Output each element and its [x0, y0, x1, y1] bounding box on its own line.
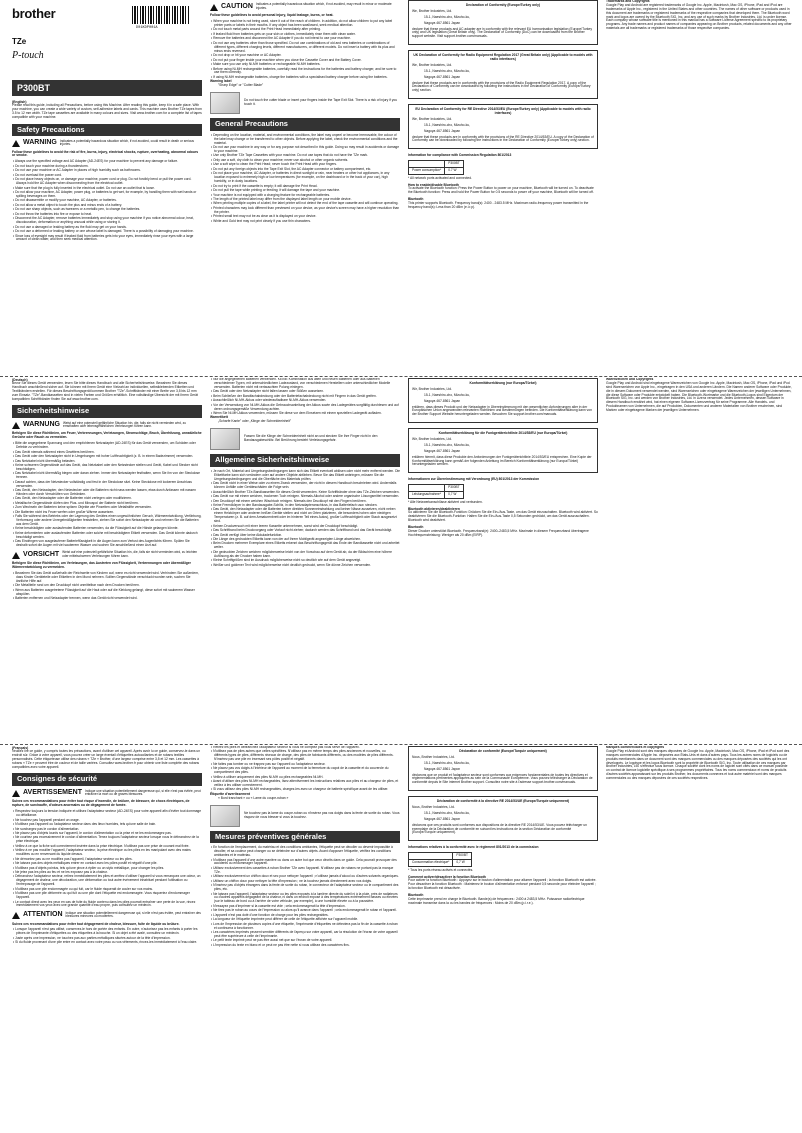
bt-howto-body: So aktivieren Sie die Bluetooth-Funktion: Drücken Sie die Ein-/Aus-Taste, um das Gerät einzuschalten. Bluetooth wird aktiviert. So deaktivieren Sie die Bluetooth-Funktion: Halten Sie die Ein-/Aus-Taste 0,5 Sekunden gedrückt, um das Gerät auszuschalten. Bluetooth wird deaktiviert.: [408, 510, 598, 523]
list-item: • L'appareil n'est pas doté d'une fonction de charge pour les piles rechargeables.: [210, 914, 400, 918]
general-list: [210, 134, 400, 224]
list-item: • L'impression du texte en blanc et or peut ne pas être nette si vous utilisez des caractères fins.: [210, 944, 400, 948]
addr-1: We, Brother Industries, Ltd.: [412, 116, 453, 121]
warning-label-title: Warning label: [210, 79, 232, 84]
addr-2: 15-1, Naeshiro-cho, Mizuho-ku,: [424, 68, 470, 73]
product-logo: [12, 38, 44, 62]
de-col-3: [408, 378, 598, 743]
list-item: • Make sure you use only Ni-MH batteries or rechargeable Ni-MH batteries.: [210, 63, 400, 67]
list-item: • Si vous utilisez des piles Ni-MH rechargeables, chargez-les avec un chargeur de batterie spécifique avant de les utiliser.: [210, 788, 400, 792]
edge-figure: [210, 805, 400, 827]
list-item: • Ne courbez pas excessivement le cordon d'alimentation. Tenez toujours l'adaptateur secteur lorsque vous le débranchez de la prise électrique.: [12, 836, 202, 844]
warning-list: [12, 810, 202, 908]
list-item: • Das Netzkabel nicht übermäßig biegen oder daran ziehen. Immer den Netzadapter festhalten, wenn Sie ihn von der Steckdose trennen.: [12, 472, 202, 480]
power-table: [408, 852, 472, 867]
addr-1: We, Brother Industries, Ltd.: [412, 8, 453, 13]
warning-lead: Suivez ces recommandations pour éviter tout risque d'incendie, de brûlure, de blessure, de chocs électriques, de rupture, de surchauffe, d'odeurs anormales ou de dégagement de fumée.: [12, 799, 190, 808]
addr-3: Nagoya 467-8561 Japan: [424, 398, 461, 403]
list-item: • Make sure that the plug is fully inserted in the electrical outlet. Do not use an outlet that is loose.: [12, 187, 202, 191]
list-item: • Since loss of eyesight may result if leaked fluid from batteries gets into your eyes, immediately rinse your eyes with a large amount of clean water, and then seek medical attention.: [12, 235, 202, 243]
bt-body: Cette imprimante prend en charge le Bluetooth. Bande(s) de fréquences : 2400 à 2483,5 MHz. Puissance radioélectrique maximale transmise dans la ou les bandes de fréquences : Moins de 20 dBm (p.i.r.e.).: [408, 896, 585, 905]
tm-title: Trademarks and Copyrights: [606, 0, 650, 3]
warning-block: [12, 789, 202, 797]
addr-1: Nous, Brother Industries, Ltd.: [412, 754, 455, 759]
table-note: * All network ports activated and connected.: [408, 175, 472, 180]
caution-block: [210, 3, 400, 11]
list-item: • Respectez toujours la tension indiquée et utilisez l'adaptateur secteur (AD-24ES) pour votre appareil afin d'éviter tout dommage ou défaillance.: [12, 810, 202, 818]
doc-eu-box: [408, 0, 598, 45]
doc-red-body: declare that these products are in conformity with the provisions of the RE Directive 2014/53/EU. A copy of the Declaration of Conformity can be downloaded by following the instructions in the Declaration of Conformity (Europe/Turkey only) section.: [412, 134, 594, 143]
list-item: • Use a soft wipe to clean the Print Head; never touch the Print Head with your fingers.: [210, 163, 400, 167]
bt-howto-body: Pour activer la fonction Bluetooth : Appuyez sur le bouton d'alimentation pour allumer l'appareil ; la fonction Bluetooth est activée. Pour désactiver la fonction Bluetooth : Maintenez le bouton d'alimentation enfoncé pendant 0,5 seconde pour éteindre l'appareil ; la fonction Bluetooth est désactivée.: [408, 878, 597, 891]
list-item: • If using Ni-MH rechargeable batteries, charge the batteries with a specialised battery charger before using the batteries.: [210, 76, 400, 80]
list-item: • Bewahren Sie das Gerät außerhalb der Reichweite von Kindern auf, wenn es nicht verwendet wird. Verhindern Sie außerdem, dass Kinder Geräteteile oder Etiketten in den Mund nehmen. Sollten Gegenstände verschluckt worden sein, suchen Sie ärztliche Hilfe auf.: [12, 572, 202, 584]
bt-title: Bluetooth: [408, 197, 424, 202]
doc-eu-body: declare that these products and AC adapter are in conformity with the relevant EU harmonisation legislation (Europe/Turkey only) and UK legislation (Great Britain only). The Declaration of Conformity (DoC) can be downloaded from the Brother support website. Visit support.brother.com/manuals.: [412, 26, 593, 39]
warning-word: WARNUNG: [23, 421, 60, 429]
barcode-text: D01KDP001A: [136, 26, 158, 30]
de-col-4: [606, 378, 792, 743]
warning-lead: Follow these guidelines to avoid the risk of fire, burns, injury, electrical shocks, rupture, overheating, abnormal odours or smoke.: [12, 149, 199, 158]
bt-howto-body: To activate the Bluetooth function: Press the Power Button to power on your machine, Bluetooth will be turned on. To deactivate the Bluetooth function: Press and hold the Power Button for 0.5 seconds to power off your machine, Bluetooth will be turned off.: [408, 186, 594, 195]
list-item: • Do not allow your machine, AC Adapter, power plug, or batteries to get wet, for example, by handling them with wet hands or spilling beverages on them.: [12, 191, 202, 199]
caution-list-a: [12, 928, 202, 945]
list-item: • N'utilisez pas l'appareil d'une autre manière ou dans un autre but que ceux décrits dans ce guide. Cela pourrait provoquer des accidents ou endommager l'appareil.: [210, 859, 400, 867]
list-item: • Do not overload the power cord.: [12, 174, 202, 178]
warning-block: [12, 139, 202, 147]
caution-word: ATTENTION: [23, 911, 63, 919]
doc-red-title: Déclaration de conformité à la directive RE 2014/53/UE (Europe/Turquie uniquement): [436, 799, 570, 804]
list-item: • Die gedruckten Zeichen weichen möglicherweise leicht von der Vorschau auf dem Gerät ab, da der Bildschirm eine höhere Auflösung als der Drucker haben kann.: [210, 551, 400, 559]
caution-list: [210, 20, 400, 80]
edge-quote: „Scharfe Kante" oder „Klinge der Schneideeinheit": [218, 419, 292, 424]
power-table: [408, 484, 464, 499]
list-item: • Ausschließlich Ni-MH-Akkus oder wiederaufladbare Ni-MH-Akkus verwenden.: [210, 399, 400, 403]
list-item: • Do not allow a metal object to touch the plus and minus ends of a battery.: [12, 204, 202, 208]
list-item: • Lorsque l'appareil n'est pas utilisé, conservez-le hors de portée des enfants. En outre, n'autorisez pas les enfants à porter les pièces de l'imprimante d'étiquettes ou des étiquettes à la bouche. Si un objet a été avalé, consultez un médecin.: [12, 928, 202, 936]
list-item: • Kleine Schriftgrößen sind im Ausdruck möglicherweise nicht so deutlich wie auf dem Gerät angezeigt.: [210, 559, 400, 563]
doc-red-title: EU Declaration of Conformity for RE Directive 2014/53/EU (Europe/Turkey only) (Applicable to models with radio interfaces): [415, 107, 591, 115]
caution-list-b: [210, 746, 400, 792]
list-item: • Avant d'utiliser des piles Ni-MH rechargeables, lisez attentivement les instructions relatives aux piles et au chargeur de piles, et veillez à les utiliser correctement.: [210, 780, 400, 788]
addr-3: Nagoya 467-8561 Japon: [424, 816, 461, 821]
intro-text: Please read this guide, including all Precautions, before using this Machine. After reading this guide, keep it in a safe place. With your machine, you can create a wide variety of custom, self-adhesive labels and cards. This machine uses Brother TZe tapes from 3.5 to 12 mm width. TZe tape cassettes are available in many colours and sizes. Visit www.brother.com for a complete list of tapes compatible with your machine.: [12, 103, 202, 119]
list-item: • White and Gold text may not print clearly if you use thin characters.: [210, 220, 400, 224]
doc-red-box: [408, 104, 598, 149]
list-item: • N'utilisez pas l'appareil ou l'adaptateur secteur dans des lieux humides, tels qu'une salle de bain.: [12, 823, 202, 827]
tm-title: Warenzeichen und Copyrights: [606, 378, 654, 381]
list-item: • If leaked fluid from batteries gets on your skin or clothes, immediately rinse them with clean water.: [210, 33, 400, 37]
table-label: Consommation électrique*: [409, 859, 453, 866]
doc-eu-box: [408, 378, 598, 423]
caution-word: VORSICHT: [23, 551, 60, 559]
warning-desc: Weist auf eine potenziell gefährliche Situation hin, die, falls sie nicht vermieden wird, zu ernsthaften oder lebensgefährlichen Verletzungen führen kann.: [62, 420, 187, 429]
list-item: • Ne laissez pas l'appareil, l'adaptateur secteur ou les piles exposés à la lumière directe du soleil ni à la pluie, près de radiateurs ou d'autres appareils dégageant de la chaleur, ni dans un endroit exposé à des températures extrêmement basses ou élevées (sur le tableau de bord ou à l'arrière de votre véhicule, par exemple), à une humidité élevée ou à la poussière.: [210, 893, 400, 905]
tm-body: Google Play et Android sont des marques déposées de Google Inc. Apple, Macintosh, Mac OS, iPhone, iPad et iPod sont des marques commerciales d'Apple Inc. déposées aux États-Unis et dans d'autres pays. Tous les autres noms de logiciels ou de produits mentionnés dans ce document sont des marques commerciales ou des marques déposées des sociétés qui les ont développés. Le logotype et les logos Bluetooth sont la propriété de Bluetooth SIG, Inc. Toute utilisation de ces marques par Brother Industries, Ltd. s'effectue sous licence. Chaque société dont les noms de logiciel sont cités dans ce manuel possède un contrat de licence logicielle spécifique à ses programmes propriétaires. Tous les noms commerciaux et noms de produits d'autres sociétés apparaissant sur les produits Brother, les documents connexes et tout autre matériel sont des marques commerciales ou des marques déposées de ces sociétés respectives.: [606, 748, 790, 780]
list-item: • Do not use sharp objects, such as tweezers or a metallic pen, to change the batteries.: [12, 208, 202, 212]
list-item: • Das Schriftband beim Druckvorgang oder Vorlauf nicht ziehen; dadurch werden das Schriftband und das Gerät beschädigt.: [210, 529, 400, 533]
list-item: • When your machine is not being used, store it out of the reach of children. In addition, do not allow children to put any label printer parts or labels in their mouths. If any object has been swallowed, seek medical attention.: [210, 20, 400, 28]
section-divider: [0, 744, 802, 745]
list-item: • Ne touchez pas l'appareil pendant un orage.: [12, 819, 202, 823]
list-item: • Das Gerät, den Netzadapter oder die Batterien nicht zerlegen oder modifizieren.: [12, 497, 202, 501]
list-item: • Do not put any foreign objects into the Tape Exit Slot, the AC Adapter connector or battery compartment, etc.: [210, 168, 400, 172]
list-item: • Bitte die angegebene Spannung und den empfohlenen Netzadapter (AD-24ES) für das Gerät verwenden, um Schäden oder Defekte zu verhindern.: [12, 442, 202, 450]
en-col-4: [606, 0, 792, 375]
list-item: • Les caractères imprimés peuvent sembler différents de l'aperçu sur votre appareil, car la résolution de l'écran de votre appareil peut être supérieure à celle de l'imprimante.: [210, 931, 400, 939]
section-german: [0, 378, 802, 743]
list-item: • Ne surchargez pas le cordon d'alimentation.: [12, 828, 202, 832]
fr-col-1: [12, 746, 202, 1133]
doc-uk-box: [408, 50, 598, 99]
addr-1: Nous, Brother Industries, Ltd.: [412, 805, 455, 809]
model-title: P300BT: [12, 80, 202, 96]
list-item: • Die Batterien nicht ins Feuer werfen oder großer Wärme aussetzen.: [12, 511, 202, 515]
list-item: • The length of the printed label may differ from the displayed label length on your mobile device.: [210, 198, 400, 202]
warning-word: AVERTISSEMENT: [23, 789, 82, 797]
list-item: • Das Gerät oder den Netzadapter nicht fallen lassen oder Stößen aussetzen.: [210, 390, 400, 394]
list-item: • Ne placez pas vos doigts à l'intérieur de l'appareil au moment de la fermeture du capot de la cassette et du couvercle du compartiment des piles.: [210, 767, 400, 775]
tze-logo: TZe: [12, 37, 27, 46]
bt-body: Dieser Drucker unterstützt Bluetooth. Frequenzband(e): 2400–2483,5 MHz. Maximale in diesem Frequenzband übertragene Hochfrequenzleistung: Weniger als 20 dBm (EIRP).: [408, 528, 589, 537]
list-item: • Das Gerät verfügt über keine Akkuladefunktion.: [210, 534, 400, 538]
table-value: 0,7 W: [453, 859, 472, 866]
section-french: [0, 746, 802, 1133]
doc-eu-title: Konformitätserklärung (nur Europa/Türkei): [469, 381, 537, 385]
intro-text: Veuillez lire ce guide, y compris toutes les précautions, avant d'utiliser cet appareil. Après avoir lu ce guide, conservez-le dans un endroit sûr. Grâce à votre appareil, vous pouvez créer un large éventail d'étiquettes autocollantes et de rubans textiles personnalisés. Cette étiqueteuse utilise des rubans « TZe » Brother, d'une largeur comprise entre 3,5 et 12 mm. Les cassettes à rubans « TZe » peuvent être de couleur et de taille variées. Consultez www.brother.fr pour obtenir une liste complète des rubans compatibles avec votre appareil.: [12, 749, 201, 769]
list-item: • Darauf achten, dass der Netzstecker vollständig und fest in der Steckdose sitzt. Keine Steckdose mit lockerem Anschluss verwenden.: [12, 481, 202, 489]
addr-2: 15-1, Naeshiro-cho, Mizuho-ku,: [424, 810, 470, 815]
list-item: • Die Länge des gedruckten Etiketts kann von der auf Ihrem Mobilgerät angezeigten Länge abweichen.: [210, 538, 400, 542]
cutter-warning-image: [210, 805, 240, 827]
warning-list: [12, 442, 202, 548]
list-item: • Ne laissez pas des objets métalliques entrer en contact avec les pôles positif et négatif d'une pile.: [12, 862, 202, 866]
doc-uk-body: declare that these products are in conformity with the provisions of the Radio Equipment Regulation 2017. A copy of the Declaration of Conformity can be downloaded by following the instructions in the Declaration of Conformity (Europe/Turkey only) section.: [412, 80, 591, 93]
list-item: • Do not touch your machine during a thunderstorm.: [12, 165, 202, 169]
list-item: • N'utilisez pas une pile endommagée ou qui fuit, car le fluide risquerait de couler sur vos mains.: [12, 888, 202, 892]
list-item: • Do not try to print if the cassette is empty; it will damage the Print Head.: [210, 185, 400, 189]
doc-eu-body: erklären, dass dieses Produkt und der Netzadapter in Übereinstimmung mit den wesentlichen Anforderungen aller in der Europäischen Union angewandten relevanten Richtlinien und Bestimmungen befinden. Die Konformitätserklärung kann von der Brother Support Website heruntergeladen werden. Besuchen Sie support.brother.com/manuals.: [412, 404, 592, 417]
general-title: General Precautions: [210, 118, 400, 131]
list-item: • Wenn aus Batterien ausgetretene Flüssigkeit auf die Haut oder auf die Kleidung gelangt, diese sofort mit sauberem Wasser abspülen.: [12, 589, 202, 597]
list-item: • N'essayez pas d'imprimer si la cassette est vide ; cela endommagerait la tête d'impression.: [210, 905, 400, 909]
tm-body: Google Play and Android are registered trademarks of Google Inc. Apple, Macintosh, Mac OS, iPhone, iPad and iPod are trademarks of Apple Inc., registered in the United States and other countries. The names of other software or products used in this document are trademarks or registered trademarks of the respective companies that developed them. The Bluetooth word mark and logos are owned by the Bluetooth SIG, Inc. and any use of such marks by Brother Industries, Ltd. is under license. Each company whose software title is mentioned in this manual has a Software License Agreement specific to its proprietary programs. Any trade names and product names of companies appearing on Brother products, related documents and any other materials are all trademarks or registered trademarks of those respective companies.: [606, 2, 792, 31]
warning-label-title: Warnetikett: [210, 415, 228, 420]
list-item: • Le petit texte imprimé peut ne pas être aussi net que sur l'écran de votre appareil.: [210, 939, 400, 943]
list-item: • Ne faites pas tomber ou ne frappez pas sur l'appareil ou l'adaptateur secteur.: [210, 763, 400, 767]
ptouch-logo: P-touch: [12, 50, 44, 61]
list-item: • Falls Sie während des Betriebs oder der Lagerung des Gerätes einen ungewöhnlichen Geruch, Wärmeentwicklung, Verfärbung, Verformung oder andere Unregelmäßigkeiten feststellen, ziehen Sie sofort den Netzadapter ab und nehmen Sie die Batterien aus dem Gerät.: [12, 515, 202, 527]
edge-text: Fassen Sie die Klinge der Schneideeinheit nicht an und stecken Sie Ihre Finger nicht in den Bandausgabeschlitz. Bei Berührung besteht Verletzungsgefahr.: [244, 434, 378, 443]
table-value: 0,7 W: [445, 491, 464, 498]
fr-col-3: [408, 746, 598, 1133]
de-col-2: [210, 378, 400, 743]
en-col-2: [210, 0, 400, 375]
list-item: • Use only Brother TZe Tape Cassettes with your machine. Do not use tapes that do not have the TZe mark.: [210, 154, 400, 158]
list-item: • Weißer und goldener Text wird möglicherweise nicht deutlich gedruckt, wenn Sie dünne Zeichen verwenden.: [210, 564, 400, 568]
list-item: • Utilisez exclusivement des cassettes à ruban Brother TZe avec l'appareil. N'utilisez pas de rubans ne portant pas la marque TZe.: [210, 867, 400, 875]
list-item: • Do not throw the batteries into fire or expose to heat.: [12, 213, 202, 217]
addr-2: 15-1, Naeshiro-cho, Mizuho-ku,: [424, 122, 470, 127]
warning-icon: [12, 790, 20, 797]
table-model: P300BT: [445, 161, 464, 168]
list-item: • Keine schweren Gegenstände auf das Gerät, das Netzkabel oder den Netzstecker stellen und Gerät, Kabel und Stecker nicht beschädigen.: [12, 464, 202, 472]
list-item: • Metallische Gegenstände dürfen den Plus- und Minuspol der Batterie nicht berühren.: [12, 502, 202, 506]
list-item: • Keine beschädigten oder auslaufenden Batterien verwenden, da die Flüssigkeit auf die Hände gelangen könnte.: [12, 527, 202, 531]
warning-desc: Indicates a potentially hazardous situation which, if not avoided, could result in death or serious injuries.: [59, 138, 194, 147]
list-item: • Keinen Druckversuch mit einer leeren Kassette unternehmen, sonst wird der Druckkopf beschädigt.: [210, 525, 400, 529]
bt-howto-title: Comment activer/désactiver la fonction Bluetooth: [408, 874, 486, 879]
list-item: • Your machine is not equipped with a charging feature for rechargeable batteries.: [210, 194, 400, 198]
addr-2: 15-1, Naeshiro-cho, Mizuho-ku,: [424, 14, 470, 19]
caution-word: CAUTION: [221, 3, 253, 10]
bt-body: This printer supports Bluetooth. Frequency band(s): 2400 - 2483.5 MHz. Maximum radio-frequency power transmitted in the frequency band(s): Less than 20 dBm (e.i.r.p).: [408, 201, 589, 209]
list-item: • Le contact direct avec les yeux en cas de fuite du fluide contenu dans les piles pourrait entraîner une perte de la vue, rincez immédiatement vos yeux avec une grande quantité d'eau propre, puis consultez un médecin.: [12, 901, 202, 909]
list-item: • Retirez les piles et débranchez l'adaptateur secteur si vous ne comptez pas vous servir de l'appareil.: [210, 746, 400, 750]
edge-quote: « Bord tranchant » ou « Lame du coupe-ruban »: [218, 795, 289, 800]
list-item: • Do not touch metal parts around the Print Head immediately after printing.: [210, 28, 400, 32]
list-item: • Printed characters may look different than previewed on your device, as your device's screen may have a higher resolution than the printer.: [210, 207, 400, 215]
doc-eu-title: Déclaration de conformité (Europe/Turquie uniquement): [459, 749, 547, 753]
doc-uk-title: UK Declaration of Conformity for Radio Equipment Regulation 2017 (Great Britain only) (Applicable to models with radio interfaces): [413, 53, 593, 61]
addr-3: Nagoya 467-8561 Japan: [424, 74, 461, 79]
power-table: [408, 160, 464, 175]
list-item: • When printing multiple copies of a label, the label printer will not detect the end of the tape cassette and will continue operating.: [210, 202, 400, 206]
addr-2: 15-1, Naeshiro-cho, Mizuho-ku,: [424, 392, 470, 397]
list-item: • Do not put your finger inside your machine when you close the Cassette Cover and the Battery Cover.: [210, 59, 400, 63]
caution-icon: [210, 4, 218, 11]
safety-title: Safety Precautions: [12, 124, 202, 137]
list-item: • Do not drop or hit your machine or AC Adapter.: [210, 54, 400, 58]
list-item: • Printed small text may not be as clear as it is displayed on your device.: [210, 215, 400, 219]
list-item: • En fonction de l'emplacement, du matériau et des conditions ambiantes, l'étiquette peut se décoller ou devenir impossible à décoller, et sa couleur peut changer ou se déteindre sur d'autres objets. Avant d'apposer l'étiquette, vérifiez les conditions ambiantes et le matériau.: [210, 846, 400, 858]
language-label: (Deutsch): [12, 378, 28, 382]
caution-desc: Indique une situation potentiellement dangereuse qui, si elle n'est pas évitée, peut entraîner des blessures mineures ou modérées.: [65, 910, 201, 919]
table-model: P300BT: [453, 853, 472, 860]
list-item: • Den Druckkopf mit einem weichen Wischtuch reinigen. Niemals den Druckkopf mit den Fingern berühren.: [210, 500, 400, 504]
bt-title: Bluetooth: [408, 893, 424, 898]
tm-title: Marques commerciales et copyrights: [606, 746, 665, 749]
caution-list-b: [210, 378, 400, 416]
caution-icon: [12, 552, 20, 559]
table-note: * Alle Netzwerkanschlüsse aktiviert und verbunden.: [408, 499, 483, 504]
list-item: • Das Gerät nicht in einer Weise oder zu einem Zweck verwenden, der nicht in diesem Handbuch beschrieben wird. Andernfalls können Unfälle oder Geräteschäden die Folge sein.: [210, 482, 400, 490]
list-item: • Depending on the location, material, and environmental conditions, the label may unpeel or become irremovable, the colour of the label may change or be transferred to other objects. Before applying the label, check the environmental conditions and the material.: [210, 134, 400, 146]
list-item: • Ne tirez pas le ruban au cours de l'impression ou alors qu'il avance dans l'appareil ; cela endommagerait le ruban et l'appareil.: [210, 909, 400, 913]
list-item: • Das Gerät oder den Netzadapter nicht in Umgebungen mit hoher Luftfeuchtigkeit (z. B. in einem Badezimmer) verwenden.: [12, 455, 202, 459]
list-item: • Only use a soft, dry cloth to clean your machine; never use alcohol or other organic solvents.: [210, 159, 400, 163]
list-item: • Débranchez l'adaptateur secteur, retirez immédiatement les piles et arrêtez d'utiliser l'appareil si vous remarquez une odeur, un dégagement de chaleur, une décoloration, une déformation ou tout autre événement inhabituel pendant l'utilisation ou l'entreposage de l'appareil.: [12, 875, 202, 887]
general-list: [210, 470, 400, 567]
barcode: [132, 6, 190, 24]
addr-3: Nagoya 467-8561 Japan: [424, 20, 461, 25]
warning-icon: [12, 140, 20, 147]
list-item: • N'utilisez pas d'objets pointus, tels qu'une pince à épiler ou un stylo métallique, pour changer les piles.: [12, 867, 202, 871]
list-item: • Ausschließlich Brother TZe-Bandkassetten für dieses Gerät verwenden. Keine Schriftbänder ohne das TZe-Zeichen verwenden.: [210, 491, 400, 495]
list-item: • Utilisez exclusivement un chiffon doux et sec pour nettoyer l'appareil ; n'utilisez jamais d'alcool ou d'autres solvants organiques.: [210, 875, 400, 879]
bt-title: Bluetooth: [408, 525, 424, 530]
list-item: • Veillez à utiliser uniquement des piles Ni-MH ou piles rechargeables Ni-MH.: [210, 776, 400, 780]
list-item: • Keine Fremdkörper in den Bandausgabe-Schlitz, in den Netzadapteranschluss, in das Batteriefach usw. stecken.: [210, 504, 400, 508]
list-item: • Das Eindringen von ausgelaufener Batterieflüssigkeit in die Augen kann zum Verlust des Augenlichts führen. Spülen Sie deshalb sofort die Augen mit viel sauberem Wasser und suchen Sie anschließend einen Arzt auf.: [12, 540, 202, 548]
doc-red-body: déclarons que ces produits sont conformes aux dispositions de la directive RE 2014/53/UE. Vous pouvez télécharger un exemplaire de la Déclaration de conformité en suivant les instructions de la section Déclaration de conformité (Europe/Turquie uniquement).: [412, 822, 588, 835]
bt-howto-title: Bluetooth aktivieren/deaktivieren: [408, 506, 460, 511]
list-item: • Batterien entfernen und Netzadapter trennen, wenn das Gerät nicht verwendet wird.: [12, 597, 202, 601]
list-item: • Before using Ni-MH rechargeable batteries, carefully read the instructions for the batteries and battery charger, and be sure to use them correctly.: [210, 68, 400, 76]
list-item: • Wenn Sie Ni-MH-Akkus verwenden, müssen Sie diese vor dem Einsetzen mit einem speziellen Ladegerät aufladen.: [210, 412, 400, 416]
addr-3: Nagoya 467-8561 Japon: [424, 766, 461, 771]
caution-icon: [12, 912, 20, 919]
list-item: • La longueur de l'étiquette imprimée peut différer de celle de l'étiquette affichée sur l'appareil mobile.: [210, 918, 400, 922]
list-item: • Do not use your machine or AC Adapter in places of high humidity such as bathrooms.: [12, 169, 202, 173]
edge-text: Do not touch the cutter blade or insert your fingers inside the Tape Exit Slot. There is a risk of injury if you touch it.: [244, 98, 398, 107]
list-item: • Remove the batteries and disconnect the AC Adapter if you do not intend to use your machine.: [210, 37, 400, 41]
cutter-warning-image: [210, 428, 240, 450]
commission-title: Informations relatives à la conformité avec le règlement 801/2013 de la commission: [408, 845, 539, 850]
addr-1: We, Brother Industries, Ltd.: [412, 62, 453, 67]
list-item: • Beim Schließen der Bandfachabdeckung oder der Batteriefachabdeckung nicht mit Fingern in das Gerät greifen.: [210, 395, 400, 399]
list-item: • Do not use a damaged or leaking battery as the fluid may get on your hands.: [12, 226, 202, 230]
caution-lead: Befolgen Sie diese Richtlinien, um Verletzungen, das Austreten von Flüssigkeit, Verbrennungen oder übermäßiger Wärmeentwicklung zu vermeiden.: [12, 561, 191, 570]
commission-title: Information for compliance with Commission Regulation 801/2013: [408, 153, 512, 158]
list-item: • Si du fluide provenant d'une pile entre en contact avec votre peau ou vos vêtements, rincez-les immédiatement à l'eau claire.: [12, 941, 202, 945]
list-item: • N'utilisez pas de piles autres que celles spécifiées. N'utilisez pas en même temps des piles anciennes et nouvelles, ou différents types de piles, différents niveaux de charge, des piles de fabricants différents, ou des modèles de piles différents. N'insérez pas une pile en inversant ses pôles positif et négatif.: [210, 750, 400, 762]
doc-red-box: [408, 796, 598, 841]
table-label: Power consumption*: [409, 167, 445, 174]
list-item: • Die Metallteile rund um den Druckkopf nicht unmittelbar nach dem Drucken berühren.: [12, 584, 202, 588]
list-item: • Beim Drucken mehrerer Exemplare eines Etiketts erkennt das Beschriftungsgerät das Ende der Bandkassette nicht und arbeitet weiter.: [210, 542, 400, 550]
list-item: • Das Gerät niemals während eines Gewitters berühren.: [12, 451, 202, 455]
bt-howto-title: How to enable/disable Bluetooth: [408, 182, 459, 187]
safety-title: Consignes de sécurité: [12, 773, 202, 786]
doc-red-title: Konformitätserklärung für die Funkgeräterichtlinie 2014/53/EU (nur Europa/Türkei): [438, 431, 568, 436]
caution-lead: Suivez ces recommandations pour éviter tout dégagement de chaleur, blessure, fuite de liquide ou brûlure.: [12, 921, 180, 926]
edge-text: Ne touchez pas la lame du coupe-ruban ou n'insérez pas vos doigts dans la fente de sortie du ruban. Vous risquez de vous blesser si vous la touchez.: [244, 810, 400, 819]
list-item: • Always use the specified voltage and AC Adapter (AD-24ES) for your machine to prevent any damage or failure.: [12, 160, 202, 164]
caution-desc: Indicates a potentially hazardous situation which, if not avoided, may result in minor or moderate injuries.: [255, 2, 392, 11]
general-title: Mesures préventives générales: [210, 831, 400, 844]
language-label: (English): [12, 100, 27, 104]
doc-red-body: erklären hiermit, dass diese Produkte den Anforderungen der Funkgeräterichtlinie 2014/53/EU entsprechen. Eine Kopie der Konformitätserklärung kann gemäß der folgenden Anleitung im Bereich Konformitätserklärung (nur Europa/Türkei) heruntergeladen werden.: [412, 454, 592, 467]
table-label: Leistungsaufnahme*: [409, 491, 445, 498]
caution-list-a: [12, 572, 202, 601]
caution-block: [12, 911, 202, 919]
addr-3: Nagoya 467-8561 Japan: [424, 128, 461, 133]
list-item: • Do not place your machine, AC Adapter, or batteries in direct sunlight or rain, near heaters or other hot appliances, in any location exposed to extremely high or low temperatures (for example, on the dashboard or in the back of your car), high humidity, or in dusty locations.: [210, 172, 400, 184]
doc-eu-title: Declaration of Conformity (Europe/Turkey only): [465, 3, 541, 7]
list-item: • Do not disassemble or modify your machine, AC Adapter, or batteries.: [12, 199, 202, 203]
caution-lead: Follow these guidelines to avoid personal injury, liquid leakage, burns, or heat.: [210, 13, 334, 18]
tm-body: Google Play und Android sind eingetragene Warenzeichen von Google Inc. Apple, Macintosh, Mac OS, iPhone, iPad und iPod sind Warenzeichen von Apple Inc., eingetragen in den USA und anderen Ländern. Die Namen anderer Software oder Produkte, die in diesem Dokument verwendet werden, sind Warenzeichen oder eingetragene Warenzeichen der jeweiligen Unternehmen, die diese Software oder Produkte entwickelt haben. Die Bluetooth-Wortmarke und die Bluetooth-Logos sind Eigentum der Bluetooth SIG, Inc. und werden von Brother Industries, Ltd. in Lizenz verwendet. Jedes Unternehmen, dessen Software in diesem Handbuch erwähnt wird, hat einen eigenen Software-Lizenzvertrag für seine Programme. Alle Handels- und Produktnamen von Unternehmen, die auf Produkten, Dokumenten und anderen Materialien von Brother erscheinen, sind Marken oder eingetragene Marken der jeweiligen Unternehmen.: [606, 380, 792, 412]
cutter-warning-image: [210, 92, 240, 114]
table-note: * Tous les ports réseau activés et connectés.: [408, 867, 474, 872]
edge-figure: [210, 428, 400, 450]
list-item: • Ne placez pas d'objets lourds sur l'appareil, le cordon d'alimentation ou la prise et ne les endommagez pas.: [12, 832, 202, 836]
commission-title: Informationen zur Übereinstimmung mit Verordnung (EU) 801/2013 der Kommission: [408, 477, 540, 482]
warning-lead: Befolgen Sie diese Richtlinien, um Feuer, Verbrennungen, Verletzungen, Stromschläge, Bruch, Überhitzung, unnatürliche Gerüche oder Rauch zu vermeiden.: [12, 431, 202, 440]
general-title: Allgemeine Sicherheitshinweise: [210, 454, 400, 467]
list-item: • Do not use any batteries other than those specified. Do not use combinations of old and new batteries or combinations of different types, different charging levels, different manufacturers, or different models. Do not insert a battery with its plus and minus ends reversed.: [210, 42, 400, 54]
fr-col-2: [210, 746, 400, 1133]
list-item: • Utilisez un chiffon doux pour nettoyer la tête d'impression ; ne la touchez jamais directement avec vos doigts.: [210, 880, 400, 884]
intro-text: Bevor Sie dieses Gerät verwenden, lesen Sie bitte dieses Handbuch und alle Sicherheitshinweise. Bewahren Sie dieses Handbuch anschließend sicher auf. Sie können mit Ihrem Gerät eine Vielzahl an individuellen, selbstklebenden Etiketten und Textilbändern erstellen. Für dieses Beschriftungsgerät kommen Brother "TZe"-Schriftbänder mit einer Breite von 3,5 bis 12 mm zum Einsatz. "TZe"-Bandkassetten sind in vielen Farben und Größen erhältlich. Eine vollständige Übersicht der mit Ihrem Gerät kompatiblen Schriftbänder finden Sie auf www.brother.com.: [12, 381, 198, 401]
addr-2: 15-1, Naeshiro-cho, Mizuho-ku,: [424, 442, 470, 447]
warning-list: [12, 160, 202, 242]
en-col-3: [408, 0, 598, 375]
list-item: • Lors de l'impression de plusieurs copies d'une étiquette, l'imprimante d'étiquettes ne détectera pas la fin de la cassette à ruban et continuera à fonctionner.: [210, 923, 400, 931]
addr-3: Nagoya 467-8561 Japan: [424, 448, 461, 453]
caution-desc: Weist auf eine potenziell gefährliche Situation hin, die, falls sie nicht vermieden wird, zu leichten oder mittelschweren Verletzungen führen kann.: [62, 550, 198, 559]
list-item: • Je nach Ort, Material und Umgebungsbedingungen kann sich das Etikett eventuell ablösen oder nicht mehr entfernt werden. Die Etikettfarbe kann sich verändern oder auf andere Objekte abfärben. Bevor Sie das Etikett anbringen, müssen Sie die Umgebungsbedingungen und die Oberfläche des Materials prüfen.: [210, 470, 400, 482]
list-item: • Keine deformierten oder auslaufenden Batterien oder solche mit beschädigtem Etikett verwenden. Das Gerät könnte dadurch beschädigt werden.: [12, 532, 202, 540]
edge-figure: [210, 92, 400, 114]
list-item: • N'utilisez pas une pile déformée ou qui fuit ou une pile dont l'étiquette est endommagée. Vous risqueriez d'endommager l'appareil.: [12, 892, 202, 900]
en-col-1: [12, 0, 202, 375]
brand-logo: brother: [12, 6, 56, 21]
list-item: • Ne démontez pas ou ne modifiez pas l'appareil, l'adaptateur secteur ou les piles.: [12, 858, 202, 862]
list-item: • Disconnect the AC Adapter, remove batteries immediately and stop using your machine if you notice abnormal odour, heat, discolouration, deformation or anything unusual while using or storing it.: [12, 217, 202, 225]
list-item: • Do not use your machine in any way or for any purpose not described in this guide. Doing so may result in accidents or damage to your machine.: [210, 146, 400, 154]
list-item: • Ne jetez pas les piles au feu et ne les exposez pas à la chaleur.: [12, 871, 202, 875]
list-item: • Do not pull the tape while printing or feeding; it will damage the tape and your machine.: [210, 189, 400, 193]
language-label: (Français): [12, 746, 29, 750]
warning-block: [12, 421, 202, 429]
doc-eu-body: déclarons que ce produit et l'adaptateur secteur sont conformes aux exigences fondamentales de toutes les directives et réglementations pertinentes appliquées au sein de la Communauté Européenne. Vous pouvez télécharger la Déclaration de conformité depuis le Site internet Brother support. Consultez notre site à l'adresse support.brother.com/manuals.: [412, 772, 593, 785]
list-item: • Das Gerät nur mit einem weichen, trockenen Tuch reinigen. Niemals Alkohol oder andere organische Lösungsmittel verwenden.: [210, 495, 400, 499]
list-item: • Juste après une impression, ne touchez pas aux parties métalliques situées autour de la tête d'impression.: [12, 937, 202, 941]
list-item: • Das Netzkabel nicht übermäßig belasten.: [12, 460, 202, 464]
list-item: • Das Gerät, den Netzadapter, den Netzstecker oder die Batterien nicht nass werden lassen, etwa durch Anfassen mit nassen Händen oder durch Verschütten von Getränken.: [12, 489, 202, 497]
de-col-1: [12, 378, 202, 743]
edge-quote: "Sharp Edge" or "Cutter Blade": [218, 83, 264, 88]
fr-col-4: [606, 746, 792, 1133]
warning-desc: Indique une situation potentiellement dangereuse qui, si elle n'est pas évitée, peut entraîner la mort ou de graves blessures.: [85, 788, 201, 797]
caution-block: [12, 551, 202, 559]
warning-word: WARNING: [23, 139, 57, 147]
section-divider: [0, 376, 802, 377]
list-item: • Nur die angegebenen Batterien verwenden. KEINE Kombination aus alten und neuen Batterien oder aus Batterien verschiedener Typen, mit unterschiedlichem Ladezustand, von verschiedenen Herstellern oder unterschiedlicher Modelle verwenden. Batterien nicht mit vertauschten Polung einlegen.: [210, 378, 400, 390]
table-model: P300BT: [445, 485, 464, 492]
doc-eu-box: [408, 746, 598, 791]
list-item: • Do not use a deformed or leaking battery or one whose label is damaged. There is a possibility of damaging your machine.: [12, 230, 202, 234]
table-value: 0.7 W: [445, 167, 464, 174]
list-item: • Veillez à ne pas mouiller l'appareil, l'adaptateur secteur, la prise électrique ou les piles en les manipulant avec des mains mouillées ou en renversant du liquide dessus.: [12, 849, 202, 857]
addr-1: Wir, Brother Industries, Ltd.: [412, 386, 452, 391]
list-item: • N'insérez pas d'objets étrangers dans la fente de sortie du ruban, le connecteur de l'adaptateur secteur ou le compartiment des piles, etc.: [210, 884, 400, 892]
list-item: • Zum Wechseln der Batterien keine spitzen Objekte wie Pinzetten oder Metallstifte verwenden.: [12, 506, 202, 510]
section-english: [0, 0, 802, 375]
safety-title: Sicherheitshinweise: [12, 405, 202, 418]
addr-1: Wir, Brother Industries, Ltd.: [412, 437, 452, 441]
list-item: • Das Gerät, den Netzadapter oder die Batterien keiner direkten Sonneneinstrahlung und keiner Nässe aussetzen, nicht neben einem Heizkörper oder anderen heißen Geräte stellen und nicht an Orten platzieren, die besonders hohen oder niedrigen Temperaturen (z. B. auf dem Armaturenbrett oder im hinteren Teil eines Autos), großer Luftfeuchtigkeit oder Staub ausgesetzt sind.: [210, 508, 400, 524]
general-list: [210, 846, 400, 947]
doc-red-box: [408, 428, 598, 473]
addr-2: 15-1, Naeshiro-cho, Mizuho-ku,: [424, 760, 470, 765]
list-item: • Do not place heavy objects on, or damage your machine, power cord or plug. Do not forcibly bend or pull the power cord. Always hold the AC Adapter when disconnecting from the electrical outlet.: [12, 178, 202, 186]
list-item: • Vor der Verwendung von Ni-MH-Akkus die Gebrauchsanleitung der Akkus sowie des Ladegerätes sorgfältig durchlesen und auf deren ordnungsgemäße Verwendung achten.: [210, 404, 400, 412]
warning-label-title: Étiquette d'avertissement: [210, 791, 250, 796]
list-item: • Veillez à ce que la fiche soit correctement insérée dans la prise électrique. N'utilisez pas une prise de courant mal fixée.: [12, 845, 202, 849]
warning-icon: [12, 422, 20, 429]
